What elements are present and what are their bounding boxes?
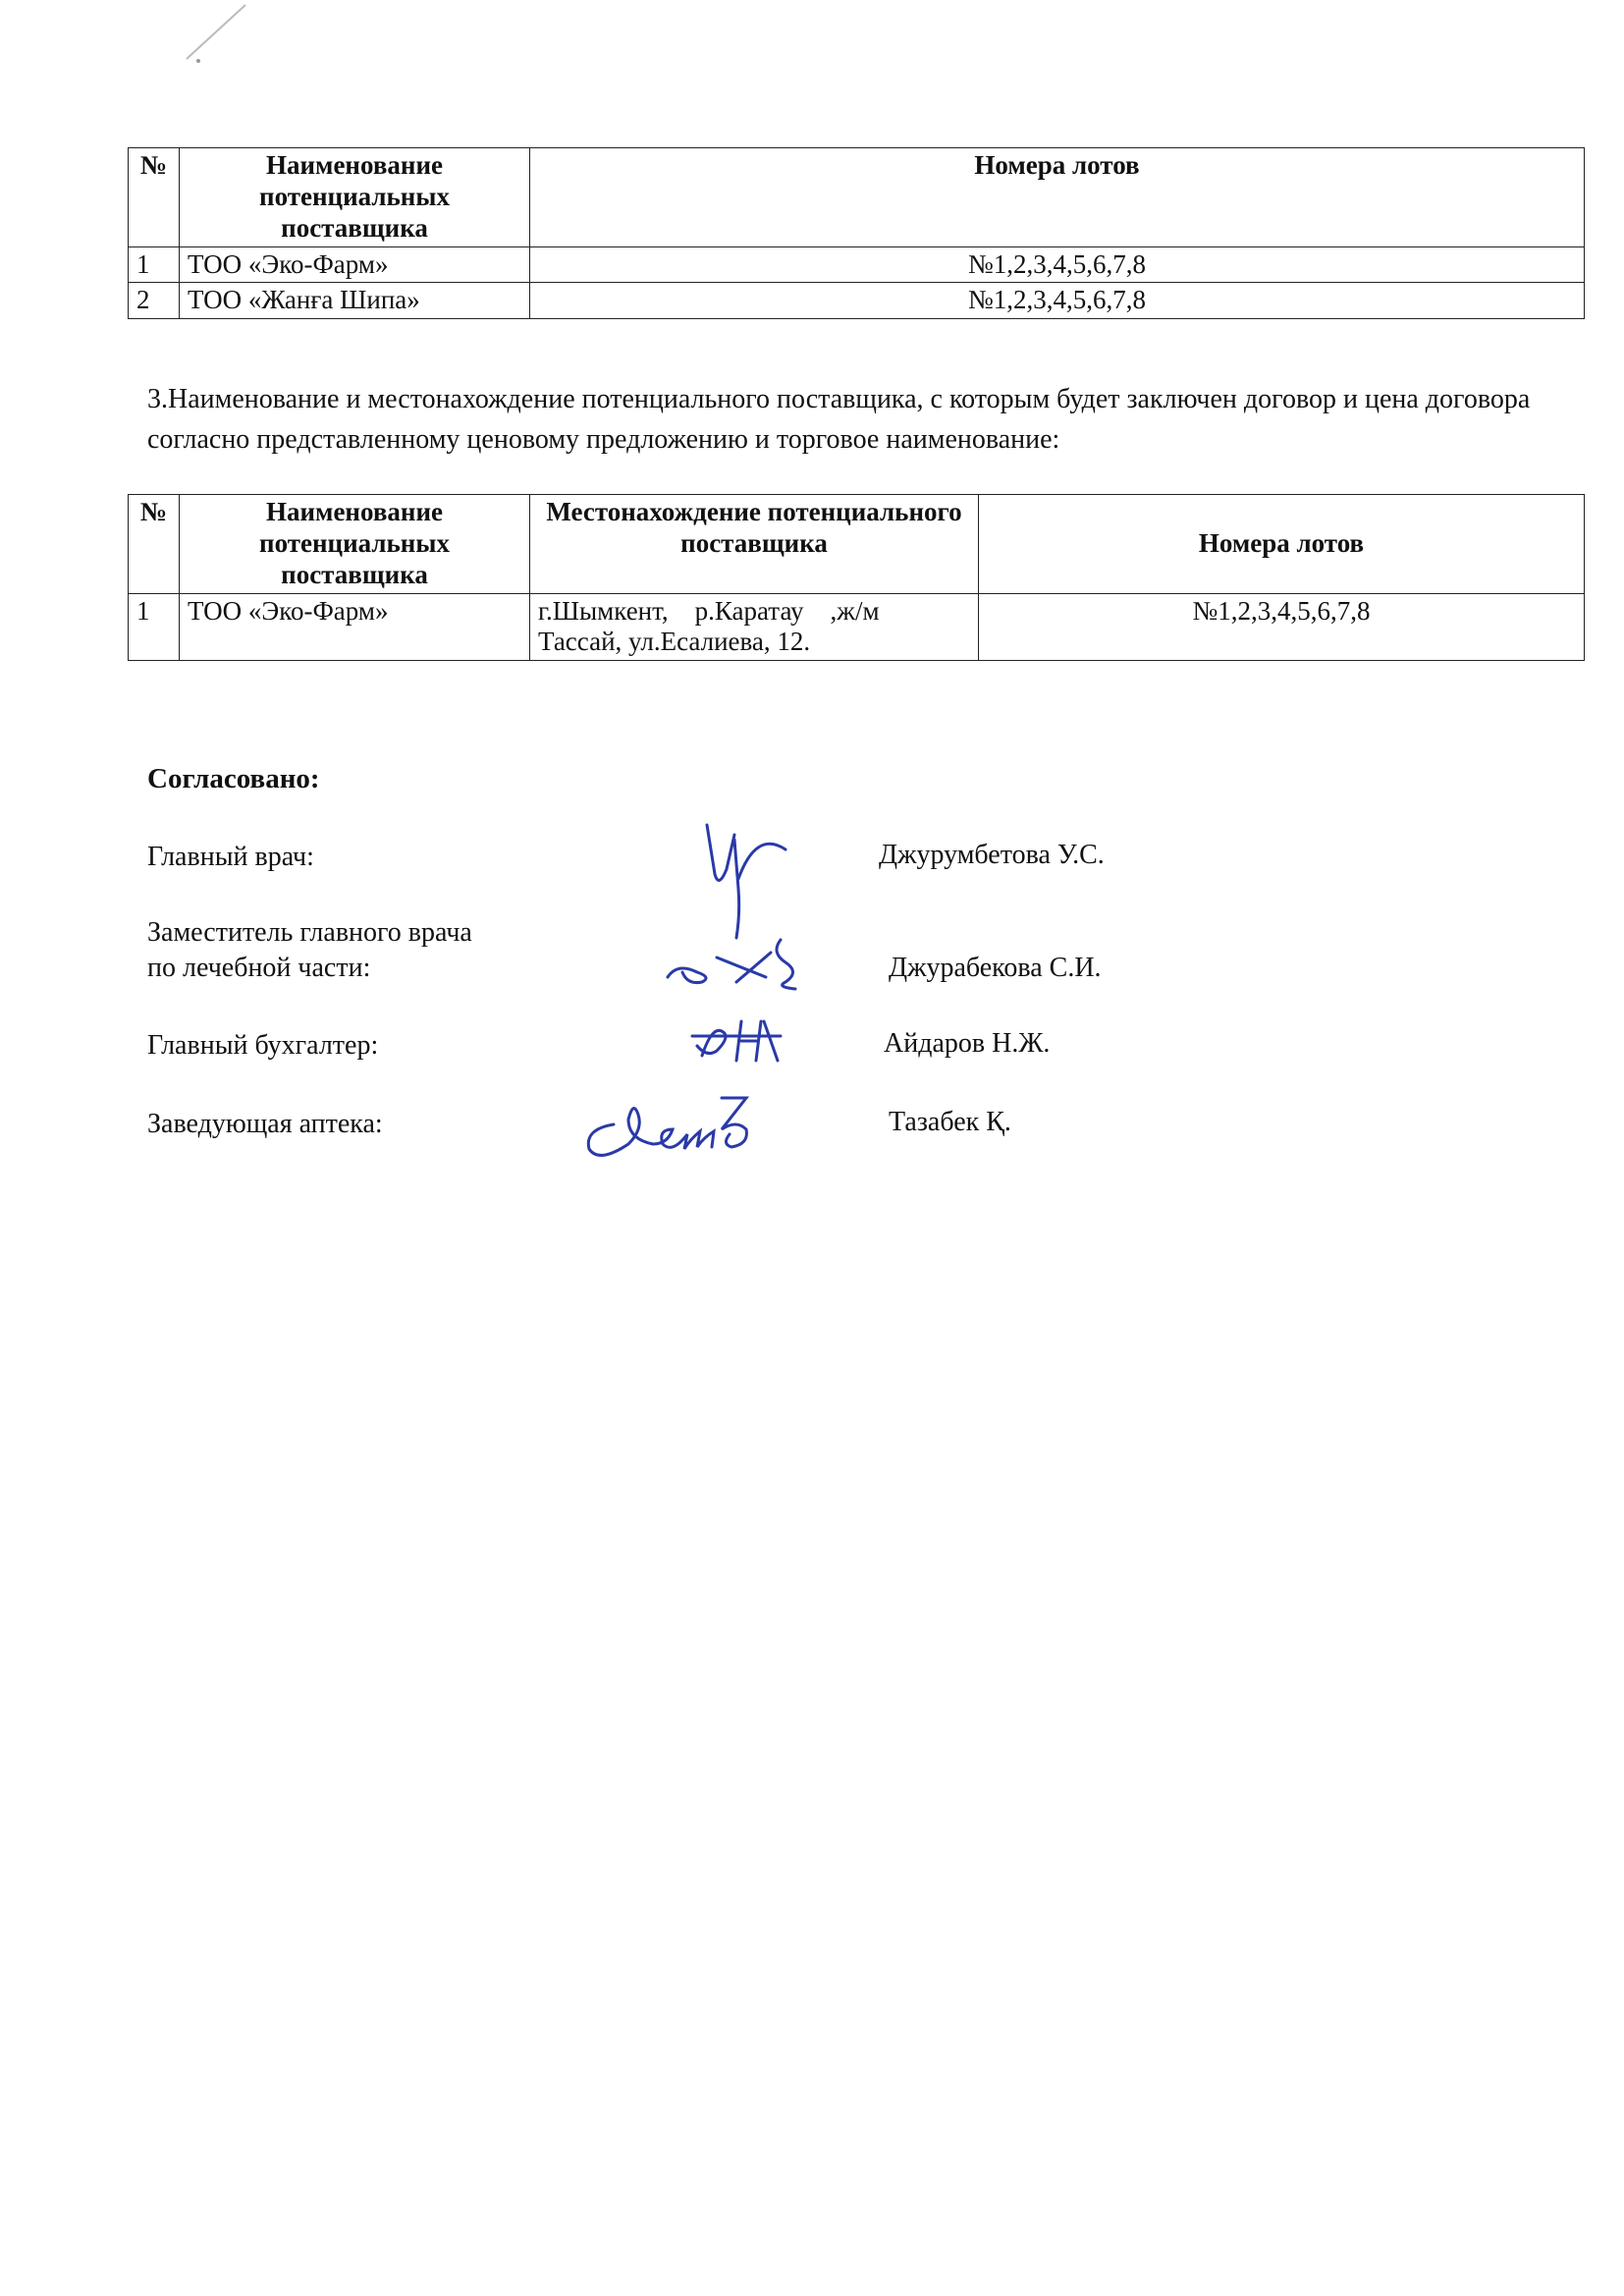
row-lot-numbers: №1,2,3,4,5,6,7,8 xyxy=(530,283,1585,319)
row-supplier-name: ТОО «Эко-Фарм» xyxy=(180,593,530,661)
row-lot-numbers: №1,2,3,4,5,6,7,8 xyxy=(530,246,1585,283)
signature-deputy-chief xyxy=(658,928,815,997)
role-line: Главный бухгалтер: xyxy=(147,1030,379,1061)
row-supplier-location xyxy=(530,593,979,661)
table-row xyxy=(129,246,1585,283)
header-number: № xyxy=(129,148,180,247)
approval-title: Согласовано: xyxy=(147,763,320,794)
signatory-name: Айдаров Н.Ж. xyxy=(884,1028,1051,1059)
role-line: Заведующая аптека: xyxy=(147,1109,383,1139)
header-supplier-name: Наименование потенциальных поставщика xyxy=(180,495,530,594)
suppliers-table xyxy=(128,147,1585,319)
row-supplier-name: ТОО «Эко-Фарм» xyxy=(180,246,530,283)
table-row xyxy=(129,283,1585,319)
signature-chief-accountant xyxy=(687,1007,795,1075)
scan-artifact xyxy=(177,0,255,69)
role-line: по лечебной части: xyxy=(147,953,371,984)
row-number: 1 xyxy=(129,246,180,283)
row-lot-numbers: №1,2,3,4,5,6,7,8 xyxy=(979,593,1585,661)
location-line-1: г.Шымкент, р.Каратау ,ж/м xyxy=(538,595,880,626)
signature-head-pharmacy xyxy=(574,1090,781,1164)
signatory-role xyxy=(147,1107,383,1142)
signatory-role xyxy=(147,840,314,875)
signatory-name: Тазабек Қ. xyxy=(889,1107,1011,1137)
row-number: 2 xyxy=(129,283,180,319)
signatory-role xyxy=(147,1028,378,1064)
signature-chief-doctor xyxy=(687,800,805,948)
table-header-row xyxy=(129,495,1585,594)
row-supplier-name: ТОО «Жанға Шипа» xyxy=(180,283,530,319)
winner-table xyxy=(128,494,1585,661)
location-line-2: Тассай, ул.Есалиева, 12. xyxy=(538,627,811,657)
header-number: № xyxy=(129,495,180,594)
role-line: Заместитель главного врача xyxy=(147,917,472,948)
role-line: Главный врач: xyxy=(147,842,314,872)
signatory-name: Джурумбетова У.С. xyxy=(879,840,1105,870)
signatory-name: Джурабекова С.И. xyxy=(889,953,1102,983)
table-row xyxy=(129,593,1585,661)
signatory-role xyxy=(147,915,472,987)
header-supplier-location: Местонахождение потенциального поставщика xyxy=(530,495,979,594)
header-lot-numbers: Номера лотов xyxy=(979,495,1585,594)
section-3-paragraph: 3.Наименование и местонахождение потенциального поставщика, с которым будет заключен договор и цена договора согласно представленному ценовому предложению и торговое наименование: xyxy=(147,384,1531,455)
header-lot-numbers: Номера лотов xyxy=(530,148,1585,247)
table-header-row xyxy=(129,148,1585,247)
header-supplier-name: Наименование потенциальных поставщика xyxy=(180,148,530,247)
row-number: 1 xyxy=(129,593,180,661)
